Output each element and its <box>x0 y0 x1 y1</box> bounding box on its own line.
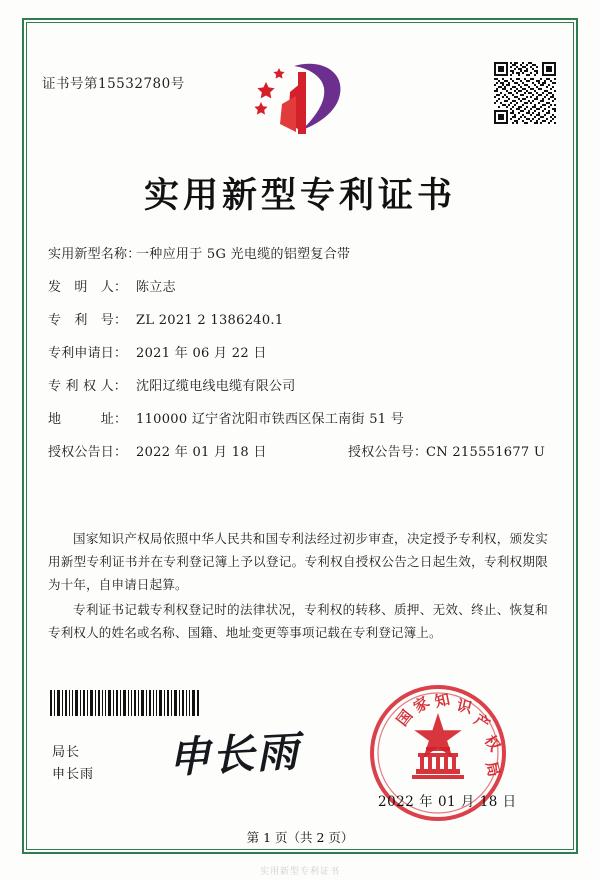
field-row <box>48 375 548 408</box>
bottom-faint-text: 实用新型专利证书 <box>259 867 340 877</box>
director-title-label: 局长 <box>52 745 81 760</box>
svg-text:识: 识 <box>455 696 474 718</box>
handwritten-signature: 申长雨 <box>166 726 302 783</box>
field-label: 实用新型名称： <box>48 247 141 262</box>
svg-text:局: 局 <box>482 759 504 779</box>
field-label: 发 明 人： <box>48 280 128 295</box>
field-value: 110000 辽宁省沈阳市铁西区保工南街 51 号 <box>136 412 405 427</box>
field-value: 沈阳辽缆电线电缆有限公司 <box>136 379 296 394</box>
field-label: 专 利 权 人： <box>48 379 127 394</box>
signature-block <box>52 742 94 786</box>
grant-number-value: CN 215551677 U <box>426 445 546 460</box>
svg-text:权: 权 <box>480 731 505 755</box>
grant-number-label: 授权公告号： <box>348 445 428 460</box>
paragraph-legal-grant: 国家知识产权局依照中华人民共和国专利法经过初步审查，决定授予专利权，颁发实用新型专利证书并在专利登记簿上予以登记。专利权自授权公告之日起生效，专利权期限为十年，自申请日起算。 <box>48 531 548 592</box>
svg-text:家: 家 <box>410 692 433 717</box>
director-name-label: 申长雨 <box>52 767 95 782</box>
field-list <box>48 243 548 474</box>
svg-text:国: 国 <box>392 706 417 730</box>
grant-date-value: 2022 年 01 月 18 日 <box>136 445 267 460</box>
field-value: 陈立志 <box>136 280 176 295</box>
field-value: 2021 年 06 月 22 日 <box>136 346 267 361</box>
field-row <box>48 309 548 342</box>
field-row <box>48 408 548 441</box>
field-row <box>48 342 548 375</box>
grant-date-label: 授权公告日： <box>48 445 128 460</box>
field-label: 专利申请日： <box>48 346 128 361</box>
field-value: ZL 2021 2 1386240.1 <box>136 313 284 328</box>
barcode-icon <box>50 690 200 716</box>
grant-row <box>48 441 548 474</box>
page-number: 第 1 页（共 2 页） <box>246 830 354 845</box>
seal-date: 2022 年 01 月 18 日 <box>378 794 517 810</box>
svg-text:知: 知 <box>433 690 452 711</box>
field-value: 一种应用于 5G 光电缆的铝塑复合带 <box>136 247 351 262</box>
grant-number-group <box>348 441 545 460</box>
cnipa-logo-icon <box>252 58 348 140</box>
field-row <box>48 276 548 309</box>
certificate-number: 证书号第15532780号 <box>42 76 185 92</box>
svg-text:产: 产 <box>470 710 494 734</box>
field-label: 地 址： <box>48 412 128 427</box>
page-title: 实用新型专利证书 <box>143 175 456 216</box>
qr-code-icon <box>494 62 556 124</box>
field-row <box>48 243 548 276</box>
paragraph-legal-registry: 专利证书记载专利权登记时的法律状况，专利权的转移、质押、无效、终止、恢复和专利权人的姓名或名称、国籍、地址变更等事项记载在专利登记簿上。 <box>48 602 548 640</box>
field-label: 专 利 号： <box>48 313 128 328</box>
